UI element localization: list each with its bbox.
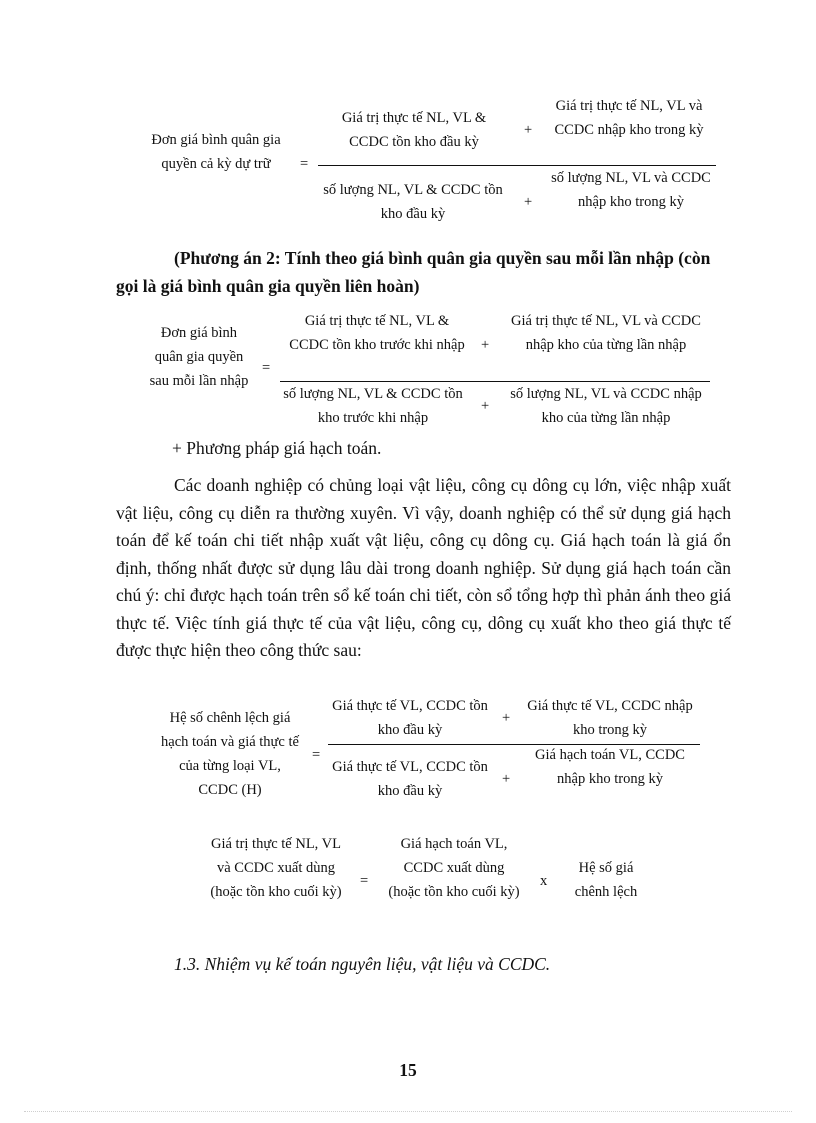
formula1-numerator-left: Giá trị thực tế NL, VL & CCDC tồn kho đầu kỳ: [341, 110, 487, 150]
page-number: 15: [399, 1060, 417, 1080]
formula2-denominator-left: số lượng NL, VL & CCDC tồn kho trước khi nhập: [283, 386, 463, 426]
formula2-numerator-plus: +: [481, 337, 490, 353]
formula4-middle: Giá hạch toán VL, CCDC xuất dùng (hoặc tồn kho cuối kỳ): [388, 836, 520, 900]
formula1-lhs: Đơn giá bình quân gia quyền cả kỳ dự trữ: [151, 132, 281, 172]
method-heading: + Phương pháp giá hạch toán.: [172, 438, 382, 458]
formula2-lhs: Đơn giá bình quân gia quyền sau mỗi lần nhập: [149, 325, 249, 389]
formula3-numerator-left: Giá thực tế VL, CCDC tồn kho đầu kỳ: [332, 698, 488, 738]
section-heading: 1.3. Nhiệm vụ kế toán nguyên liệu, vật liệu và CCDC.: [174, 954, 551, 974]
formula1-numerator-plus: +: [524, 122, 533, 138]
formula2-numerator-right: Giá trị thực tế NL, VL và CCDC nhập kho của từng lần nhập: [511, 313, 701, 353]
formula1-equals: =: [300, 156, 309, 172]
formula4-equals: =: [360, 873, 369, 889]
formula2-numerator-left: Giá trị thực tế NL, VL & CCDC tồn kho trước khi nhập: [289, 313, 465, 353]
body-paragraph: [116, 472, 731, 665]
formula4-lhs: Giá trị thực tế NL, VL và CCDC xuất dùng (hoặc tồn kho cuối kỳ): [210, 836, 342, 900]
formula4-multiply: x: [540, 873, 548, 889]
formula1-numerator-right: Giá trị thực tế NL, VL và CCDC nhập kho trong kỳ: [554, 98, 704, 138]
page-bottom-rule: [24, 1111, 792, 1112]
formula1-denominator-right: số lượng NL, VL và CCDC nhập kho trong kỳ: [551, 170, 711, 210]
body-paragraph-text: Các doanh nghiệp có chủng loại vật liệu, công cụ dông cụ lớn, việc nhập xuất vật liệu, công cụ diễn ra thường xuyên. Vì vậy, doanh nghiệp có thể sử dụng giá hạch toán để kế toán chi tiết nhập xuất vật liệu, công cụ dông cụ. Giá hạch toán là giá ổn định, thống nhất được sử dụng lâu dài trong doanh nghiệp. Sử dụng giá hạch toán cần chú ý: chỉ được hạch toán trên sổ kế toán chi tiết, còn sổ tổng hợp thì phản ánh theo giá thực tế. Việc tính giá thực tế của vật liệu, công cụ, dông cụ xuất kho theo giá thực tế được thực hiện theo công thức sau:: [116, 475, 731, 660]
formula1-denominator-plus: +: [524, 194, 533, 210]
formula4-rhs: Hệ số giá chênh lệch: [574, 860, 638, 900]
formula3-equals: =: [312, 747, 321, 763]
option2-heading: (Phương án 2: Tính theo giá bình quân gia quyền sau mỗi lần nhập (còn gọi là giá bình quân gia quyền liên hoàn): [116, 248, 711, 296]
formula2-denominator-plus: +: [481, 398, 490, 414]
formula3-lhs: Hệ số chênh lệch giá hạch toán và giá thực tế của từng loại VL, CCDC (H): [161, 710, 299, 798]
formula3-denominator-plus: +: [502, 771, 511, 787]
formula3-denominator-right: Giá hạch toán VL, CCDC nhập kho trong kỳ: [535, 747, 685, 787]
formula2-denominator-right: số lượng NL, VL và CCDC nhập kho của từng lần nhập: [510, 386, 702, 426]
formula2-equals: =: [262, 360, 271, 376]
formula3-numerator-plus: +: [502, 710, 511, 726]
formula3-denominator-left: Giá thực tế VL, CCDC tồn kho đầu kỳ: [332, 759, 488, 799]
formula1-denominator-left: số lượng NL, VL & CCDC tồn kho đầu kỳ: [323, 182, 503, 222]
formula3-numerator-right: Giá thực tế VL, CCDC nhập kho trong kỳ: [527, 698, 693, 738]
